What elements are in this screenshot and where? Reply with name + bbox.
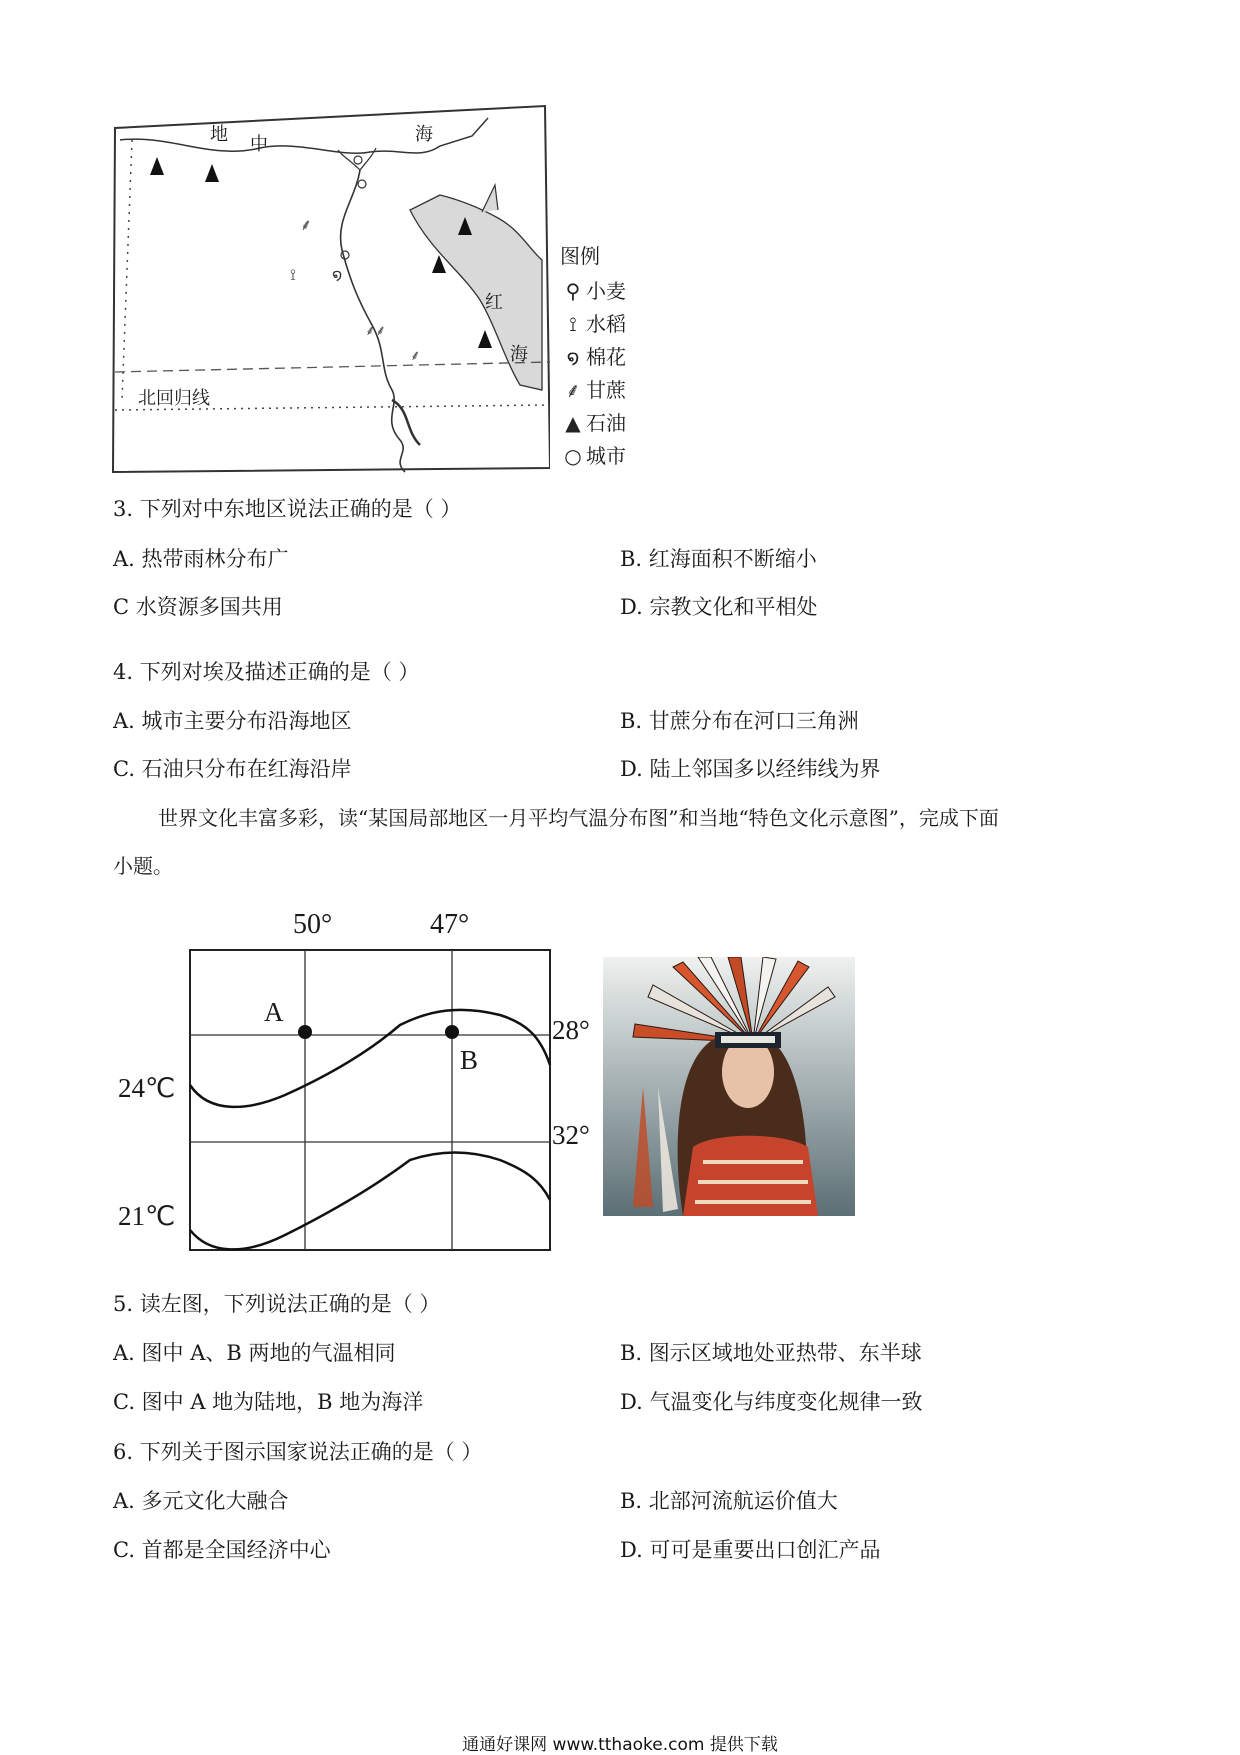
legend-label: 石油 (586, 411, 626, 435)
egypt-map (110, 100, 550, 480)
question-5-option-b: B. 图示区域地处亚热带、东半球 (620, 1341, 922, 1365)
question-4-stem: 4. 下列对埃及描述正确的是（ ） (113, 660, 420, 684)
svg-text:⸙⸙: ⸙⸙ (365, 323, 386, 339)
lat-label-32: 32° (552, 1120, 590, 1150)
isotherm-chart (110, 905, 600, 1260)
point-a-dot (298, 1025, 312, 1039)
intro-line-2: 小题。 (113, 854, 173, 878)
mediterranean-label-1: 地 (210, 124, 228, 145)
mediterranean-label-2: 中 (250, 134, 268, 155)
question-6-option-a: A. 多元文化大融合 (113, 1489, 289, 1513)
city-icon: ○ (564, 444, 582, 468)
isotherm-label-24: 24℃ (118, 1073, 176, 1103)
rice-icon: ⟟ (569, 312, 577, 336)
red-sea-label-2: 海 (510, 344, 528, 365)
isotherm-svg (110, 905, 600, 1260)
isotherm-label-21: 21℃ (118, 1201, 176, 1231)
oil-icon-2 (205, 164, 219, 182)
headdress-illustration (603, 957, 855, 1216)
oil-icon: ▲ (565, 411, 581, 435)
question-3-stem: 3. 下列对中东地区说法正确的是（ ） (113, 497, 462, 521)
lat-label-28: 28° (552, 1015, 590, 1045)
legend-label: 小麦 (586, 279, 626, 303)
lon-label-47: 47° (430, 909, 470, 940)
question-6-option-d: D. 可可是重要出口创汇产品 (620, 1538, 881, 1562)
question-4-option-b: B. 甘蔗分布在河口三角洲 (620, 709, 859, 733)
cotton-icon: ໑ (566, 345, 580, 369)
red-sea-label-1: 红 (485, 292, 503, 313)
culture-photo (603, 957, 855, 1216)
sugarcane-icon: ⸙ (565, 378, 581, 402)
question-5-option-a: A. 图中 A、B 两地的气温相同 (113, 1341, 396, 1365)
svg-text:⸙: ⸙ (410, 348, 421, 364)
point-b-dot (445, 1025, 459, 1039)
legend-label: 棉花 (586, 345, 626, 369)
wheat-icon: ⚲ (565, 279, 581, 303)
svg-text:⟟: ⟟ (290, 265, 296, 284)
question-4-option-c: C. 石油只分布在红海沿岸 (113, 757, 352, 781)
lon-label-50: 50° (293, 909, 333, 940)
svg-text:⸙: ⸙ (300, 215, 313, 234)
question-6-option-c: C. 首都是全国经济中心 (113, 1538, 331, 1562)
question-6-stem: 6. 下列关于图示国家说法正确的是（ ） (113, 1440, 483, 1464)
oil-icon-5 (478, 330, 492, 348)
question-3-option-d: D. 宗教文化和平相处 (620, 595, 818, 619)
question-3-option-b: B. 红海面积不断缩小 (620, 547, 817, 571)
question-5-option-d: D. 气温变化与纬度变化规律一致 (620, 1390, 923, 1414)
point-b-label: B (460, 1045, 479, 1075)
question-5-stem: 5. 读左图，下列说法正确的是（ ） (113, 1292, 441, 1316)
map-drawing (110, 100, 550, 480)
legend-label: 甘蔗 (586, 378, 626, 402)
svg-text:໑: ໑ (332, 265, 343, 284)
tropic-label: 北回归线 (138, 388, 210, 409)
question-4-option-d: D. 陆上邻国多以经纬线为界 (620, 757, 881, 781)
legend-title: 图例 (560, 244, 600, 268)
point-a-label: A (264, 997, 284, 1027)
intro-line-1: 世界文化丰富多彩，读“某国局部地区一月平均气温分布图”和当地“特色文化示意图”，完成下面 (158, 806, 999, 830)
question-3-option-a: A. 热带雨林分布广 (113, 547, 289, 571)
question-4-option-a: A. 城市主要分布沿海地区 (113, 709, 352, 733)
question-5-option-c: C. 图中 A 地为陆地，B 地为海洋 (113, 1390, 424, 1414)
question-6-option-b: B. 北部河流航运价值大 (620, 1489, 838, 1513)
mediterranean-label-3: 海 (415, 124, 433, 145)
legend-label: 城市 (586, 444, 626, 468)
legend-label: 水稻 (586, 312, 626, 336)
page-footer: 通通好课网 www.tthaoke.com 提供下载 (462, 1735, 778, 1755)
oil-icon-1 (150, 157, 164, 175)
question-3-option-c: C 水资源多国共用 (113, 595, 283, 619)
